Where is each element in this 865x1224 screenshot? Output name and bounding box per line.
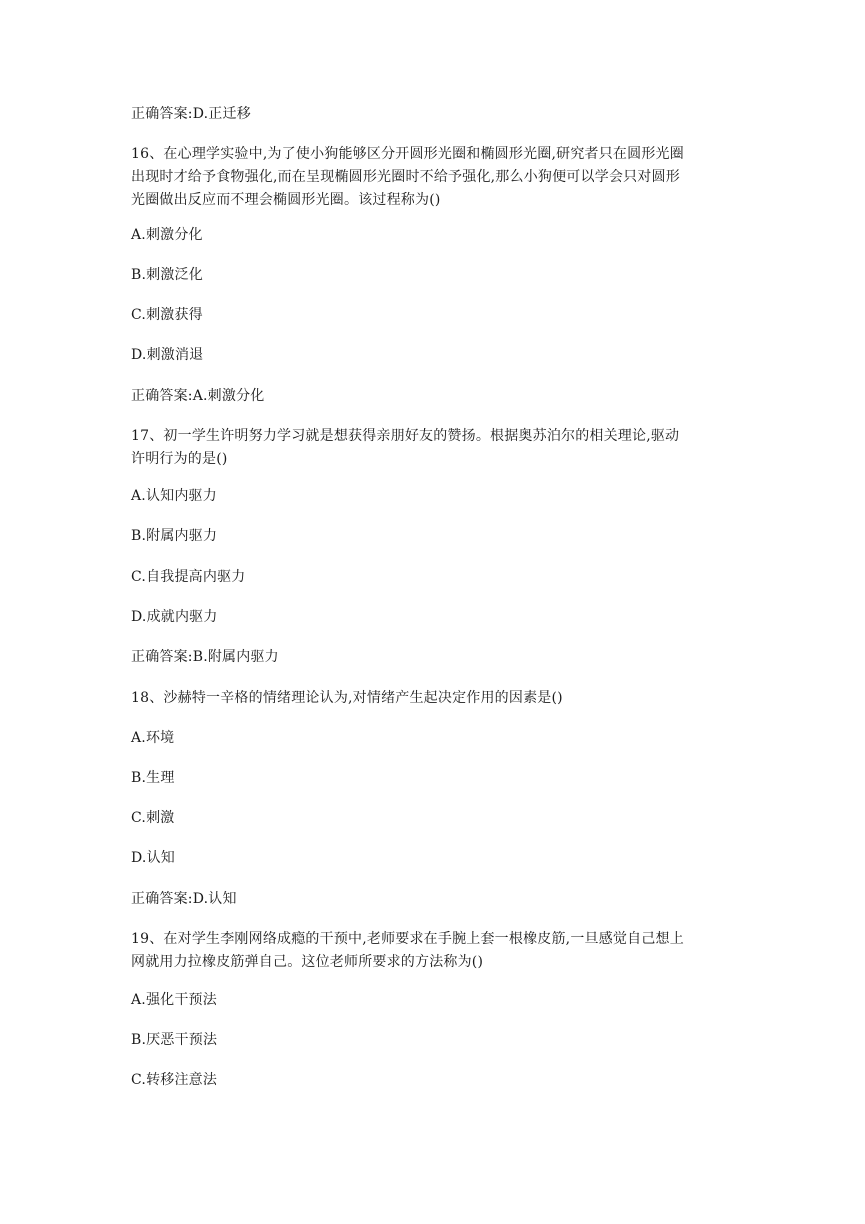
option-line: A.环境: [131, 730, 175, 746]
answer-line: 正确答案:B.附属内驱力: [131, 649, 279, 665]
question-line: 19、在对学生李刚网络成瘾的干预中,老师要求在手腕上套一根橡皮筋,一旦感觉自己想上: [131, 931, 684, 947]
option-line: C.刺激: [131, 810, 175, 826]
option-line: A.刺激分化: [131, 227, 203, 243]
question-18: 18、沙赫特一辛格的情绪理论认为,对情绪产生起决定作用的因素是(): [131, 690, 563, 706]
question-line: 网就用力拉橡皮筋弹自己。这位老师所要求的方法称为(): [131, 954, 484, 970]
question-line: 17、初一学生许明努力学习就是想获得亲朋好友的赞扬。根据奥苏泊尔的相关理论,驱动: [131, 428, 680, 444]
option-line: B.厌恶干预法: [131, 1032, 218, 1048]
question-line: 出现时才给予食物强化,而在呈现椭圆形光圈时不给予强化,那么小狗便可以学会只对圆形: [131, 169, 680, 185]
question-line: 光圈做出反应而不理会椭圆形光圈。该过程称为(): [131, 192, 441, 208]
option-line: D.成就内驱力: [131, 609, 218, 625]
option-line: D.认知: [131, 850, 175, 866]
option-line: B.刺激泛化: [131, 267, 203, 283]
option-line: B.生理: [131, 770, 175, 786]
answer-line: 正确答案:A.刺激分化: [131, 388, 265, 404]
question-19: [131, 928, 741, 974]
option-line: B.附属内驱力: [131, 528, 218, 544]
answer-line: 正确答案:D.正迁移: [131, 106, 251, 122]
option-line: C.刺激获得: [131, 307, 203, 323]
answer-line: 正确答案:D.认知: [131, 891, 237, 907]
option-line: C.自我提高内驱力: [131, 569, 246, 585]
question-17: [131, 425, 741, 471]
option-line: A.认知内驱力: [131, 488, 217, 504]
option-line: C.转移注意法: [131, 1072, 218, 1088]
option-line: D.刺激消退: [131, 347, 204, 363]
question-line: 许明行为的是(): [131, 451, 228, 467]
question-line: 16、在心理学实验中,为了使小狗能够区分开圆形光圈和椭圆形光圈,研究者只在圆形光圈: [131, 146, 684, 162]
question-16: [131, 143, 741, 212]
option-line: A.强化干预法: [131, 992, 217, 1008]
